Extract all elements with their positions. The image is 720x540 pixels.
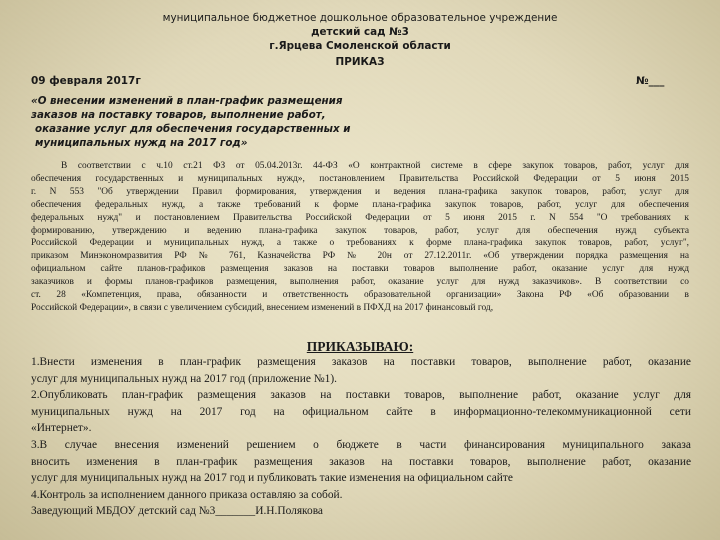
preamble-line: обеспечения государственных и муниципальных нужд», постановлением Правительства Российской Федерации от 5 июня 2015	[31, 173, 689, 184]
preamble-line: федеральных нужд" и постановлением Правительства Российской Федерации от 5 июня 2015 г. N 554 "О требованиях к	[31, 212, 689, 223]
subject-line: «О внесении изменений в план-график размещения	[31, 95, 343, 107]
item-line: услуг для муниципальных нужд на 2017 год и публиковать такие изменения на официальном сайте	[31, 472, 513, 485]
kindergarten-name: детский сад №3	[311, 26, 409, 38]
item-line: 2.Опубликовать план-график размещения заказов на поставки товаров, выполнение работ, оказание услуг для	[31, 389, 691, 402]
preamble-line: Российской Федерации», в связи с увеличением субсидий, внесением изменений в ПФХД на 2017 финансовый год,	[31, 302, 494, 313]
item-line: вносить изменения в план-график размещения заказов на поставки товаров, выполнение работ, оказание	[31, 455, 691, 468]
item-line: 1.Внести изменения в план-график размещения заказов на поставки товаров, выполнение работ, оказание	[31, 356, 691, 368]
preamble-line: формированию, утверждению и ведению плана-графика закупок товаров, работ, услуг для обеспечения нужд субъекта	[31, 225, 689, 236]
preamble-line: В соответствии с ч.10 ст.21 ФЗ от 05.04.2013г. 44-ФЗ «О контрактной системе в сфере закупок товаров, работ, услуг для	[61, 161, 689, 171]
item-line: «Интернет».	[31, 422, 92, 435]
preamble-line: Российской Федерации и муниципальных нужд, а также о требованиях к форме плана-графика закупок товаров, работ, услуг",	[31, 238, 689, 249]
preamble-line: ст. 28 «Компетенция, права, обязанности и ответственность образовательной организации» Закона РФ «Об образовании в	[31, 290, 689, 301]
city-region: г.Ярцева Смоленской области	[269, 40, 451, 52]
preamble-line: обеспечения федеральных нужд, а также требований к форме плана-графика закупок товаров, работ, услуг для обеспечения	[31, 199, 689, 210]
preamble-line: заказчиков и формы планов-графиков размещения, выполнения работ, оказание услуг для нужд заказчиков». В соответствии со	[31, 277, 689, 288]
item-line: 4.Контроль за исполнением данного приказа оставляю за собой.	[31, 488, 343, 501]
subject-line: оказание услуг для обеспечения государственных и	[35, 123, 351, 135]
preamble-line: приказом Минэкономразвития РФ № 761, Казначейства РФ № 20н от 27.12.2011г. «Об утверждении порядка размещения на	[31, 251, 689, 262]
document-type: ПРИКАЗ	[335, 56, 385, 68]
order-heading: ПРИКАЗЫВАЮ:	[306, 339, 414, 354]
subject-line: заказов на поставку товаров, выполнение работ,	[31, 109, 326, 121]
subject-line: муниципальных нужд на 2017 год»	[35, 137, 248, 149]
order-subject	[31, 94, 350, 150]
order-items	[31, 354, 691, 520]
order-date: 09 февраля 2017г	[31, 75, 141, 87]
preamble-paragraph	[31, 160, 689, 315]
signature-line: Заведующий МБДОУ детский сад №3_______И.Н.Полякова	[31, 505, 323, 518]
preamble-line: официальном сайте планов-графиков размещения заказов на поставки товаров выполнение работ, оказание услуг для нужд	[31, 264, 689, 275]
item-line: услуг для муниципальных нужд на 2017 год (приложение №1).	[31, 372, 337, 385]
preamble-line: г. N 553 "Об утверждении Правил формирования, утверждения и ведения плана-графика закупок товаров, работ, услуг для	[31, 186, 689, 197]
institution-name: муниципальное бюджетное дошкольное образовательное учреждение	[162, 12, 558, 24]
order-number: №___	[636, 75, 665, 87]
item-line: 3.В случае внесения изменений решением о бюджете в части финансирования муниципального заказа	[31, 438, 691, 451]
item-line: муниципальных нужд на 2017 год на официальном сайте в информационно-телекоммуникационной сети	[31, 405, 691, 418]
